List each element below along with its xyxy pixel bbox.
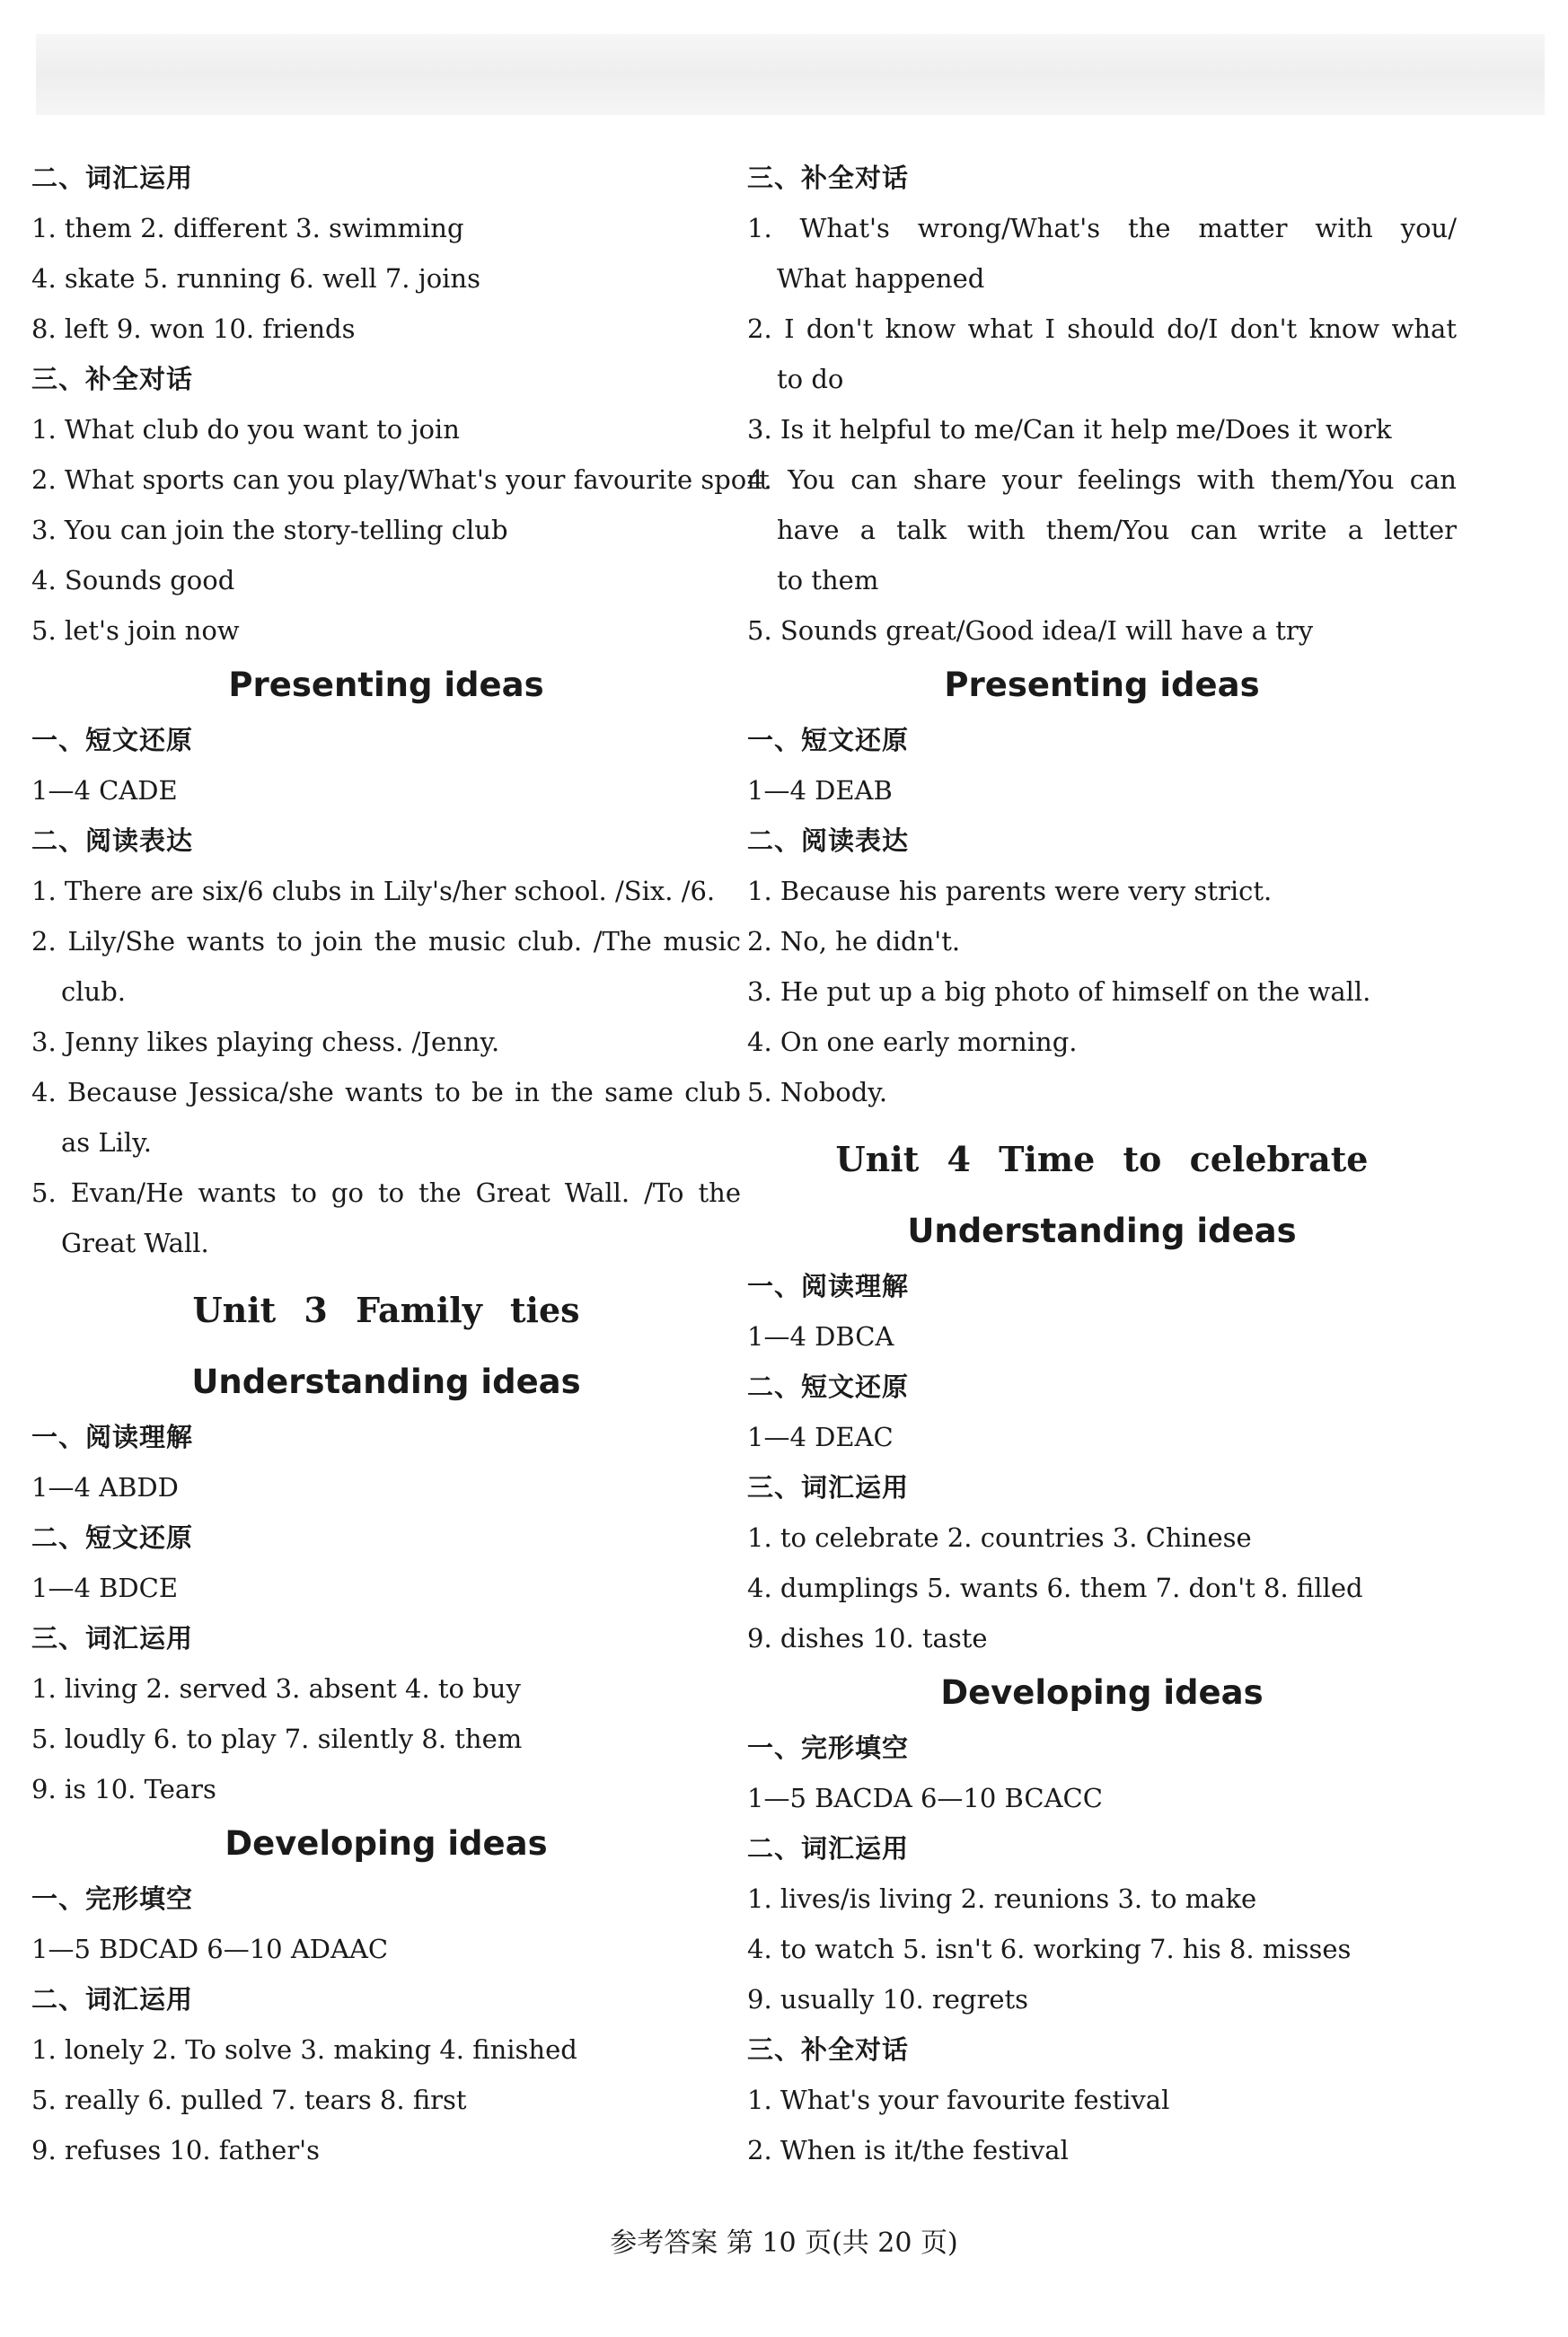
unit-title: Unit 4 Time to celebrate (835, 1139, 1369, 1179)
answer-line: 9. dishes 10. taste (747, 1623, 988, 1654)
answer-line: 1. lives/is living 2. reunions 3. to make (747, 1883, 1257, 1914)
answer-line: 2. What sports can you play/What's your favourite sport (31, 464, 770, 495)
answer-line: 4. to watch 5. isn't 6. working 7. his 8. misses (747, 1934, 1352, 1964)
section-heading: 二、短文还原 (31, 1522, 194, 1553)
answer-line: 2. When is it/the festival (747, 2135, 1069, 2165)
answer-line: 1. Because his parents were very strict. (747, 876, 1273, 906)
subsection-title: Understanding ideas (191, 1363, 581, 1401)
subsection-title: Developing ideas (940, 1673, 1264, 1712)
answer-line: 1. them 2. different 3. swimming (31, 213, 464, 243)
answer-line: 1—4 BDCE (31, 1573, 179, 1603)
section-heading: 二、短文还原 (747, 1371, 910, 1402)
answer-line: 9. usually 10. regrets (747, 1984, 1029, 2015)
unit-title: Unit 3 Family ties (192, 1290, 580, 1330)
answer-line: 1—4 ABDD (31, 1472, 179, 1503)
section-heading: 一、短文还原 (747, 725, 910, 755)
answer-line-cont: to do (777, 364, 844, 394)
section-heading: 二、词汇运用 (31, 163, 194, 193)
answer-line: 8. left 9. won 10. friends (31, 313, 356, 344)
answer-line: 4. Sounds good (31, 565, 235, 595)
right-column (747, 153, 1457, 2175)
answer-line: 3. You can join the story-telling club (31, 515, 508, 545)
answer-line: 1—5 BACDA 6—10 BCACC (747, 1783, 1103, 1813)
answer-line-cont: club. (61, 976, 126, 1007)
subsection-title: Presenting ideas (228, 666, 544, 704)
answer-line: 1. living 2. served 3. absent 4. to buy (31, 1673, 521, 1704)
section-heading: 三、补全对话 (747, 163, 910, 193)
answer-line: 1. to celebrate 2. countries 3. Chinese (747, 1522, 1252, 1553)
answer-line: 5. Evan/He wants to go to the Great Wall. /To the (31, 1177, 741, 1208)
section-heading: 一、完形填空 (747, 1733, 910, 1763)
answer-line: 4. Because Jessica/she wants to be in the same club (31, 1077, 741, 1107)
answer-line: 3. He put up a big photo of himself on the wall. (747, 976, 1371, 1007)
section-heading: 三、词汇运用 (31, 1623, 194, 1654)
answer-line: 1—4 DBCA (747, 1321, 894, 1352)
section-heading: 一、阅读理解 (31, 1422, 194, 1452)
section-heading: 三、补全对话 (747, 2034, 910, 2065)
section-heading: 三、词汇运用 (747, 1472, 910, 1503)
answer-line: 2. No, he didn't. (747, 926, 961, 957)
page-footer: 参考答案 第 10 页(共 20 页) (610, 2227, 958, 2259)
answer-line: 1. There are six/6 clubs in Lily's/her school. /Six. /6. (31, 876, 716, 906)
section-heading: 二、词汇运用 (747, 1833, 910, 1864)
answer-line-cont: have a talk with them/You can write a letter (777, 515, 1457, 545)
subsection-title: Developing ideas (225, 1824, 548, 1863)
answer-line: 1. lonely 2. To solve 3. making 4. finished (31, 2034, 577, 2065)
answer-line: 1—4 DEAB (747, 775, 893, 806)
answer-line: 1. What's wrong/What's the matter with you/ (747, 213, 1457, 243)
subsection-title: Understanding ideas (907, 1212, 1297, 1250)
answer-line: 5. really 6. pulled 7. tears 8. first (31, 2085, 467, 2115)
section-heading: 三、补全对话 (31, 364, 194, 394)
answer-line: 1—4 CADE (31, 775, 178, 806)
subsection-title: Presenting ideas (944, 666, 1260, 704)
section-heading: 二、阅读表达 (31, 825, 194, 856)
answer-line: 9. refuses 10. father's (31, 2135, 321, 2165)
answer-line: 1. What club do you want to join (31, 414, 460, 445)
answer-line: 4. You can share your feelings with them/You can (747, 464, 1457, 495)
section-heading: 二、词汇运用 (31, 1984, 194, 2015)
section-heading: 一、阅读理解 (747, 1271, 910, 1301)
answer-line-cont: Great Wall. (61, 1228, 209, 1258)
answer-line: 9. is 10. Tears (31, 1774, 216, 1804)
answer-line: 1. What's your favourite festival (747, 2085, 1170, 2115)
answer-line: 2. Lily/She wants to join the music club. /The music (31, 926, 741, 957)
answer-line: 4. On one early morning. (747, 1027, 1078, 1057)
section-heading: 一、完形填空 (31, 1883, 194, 1914)
answer-line: 1—5 BDCAD 6—10 ADAAC (31, 1934, 389, 1964)
answer-line: 5. Nobody. (747, 1077, 888, 1107)
answer-line: 5. let's join now (31, 615, 240, 646)
answer-line-cont: as Lily. (61, 1127, 152, 1158)
left-column (31, 153, 770, 2175)
answer-line: 5. Sounds great/Good idea/I will have a try (747, 615, 1314, 646)
answer-line: 4. skate 5. running 6. well 7. joins (31, 263, 480, 294)
answer-line-cont: to them (777, 565, 879, 595)
answer-line: 5. loudly 6. to play 7. silently 8. them (31, 1724, 523, 1754)
answer-line: 3. Is it helpful to me/Can it help me/Does it work (747, 414, 1392, 445)
section-heading: 一、短文还原 (31, 725, 194, 755)
scan-header-band (36, 34, 1545, 115)
answer-line: 1—4 DEAC (747, 1422, 894, 1452)
answer-line: 3. Jenny likes playing chess. /Jenny. (31, 1027, 500, 1057)
section-heading: 二、阅读表达 (747, 825, 910, 856)
answer-line: 4. dumplings 5. wants 6. them 7. don't 8. filled (747, 1573, 1363, 1603)
answer-line-cont: What happened (777, 263, 985, 294)
answer-line: 2. I don't know what I should do/I don't know what (747, 313, 1457, 344)
